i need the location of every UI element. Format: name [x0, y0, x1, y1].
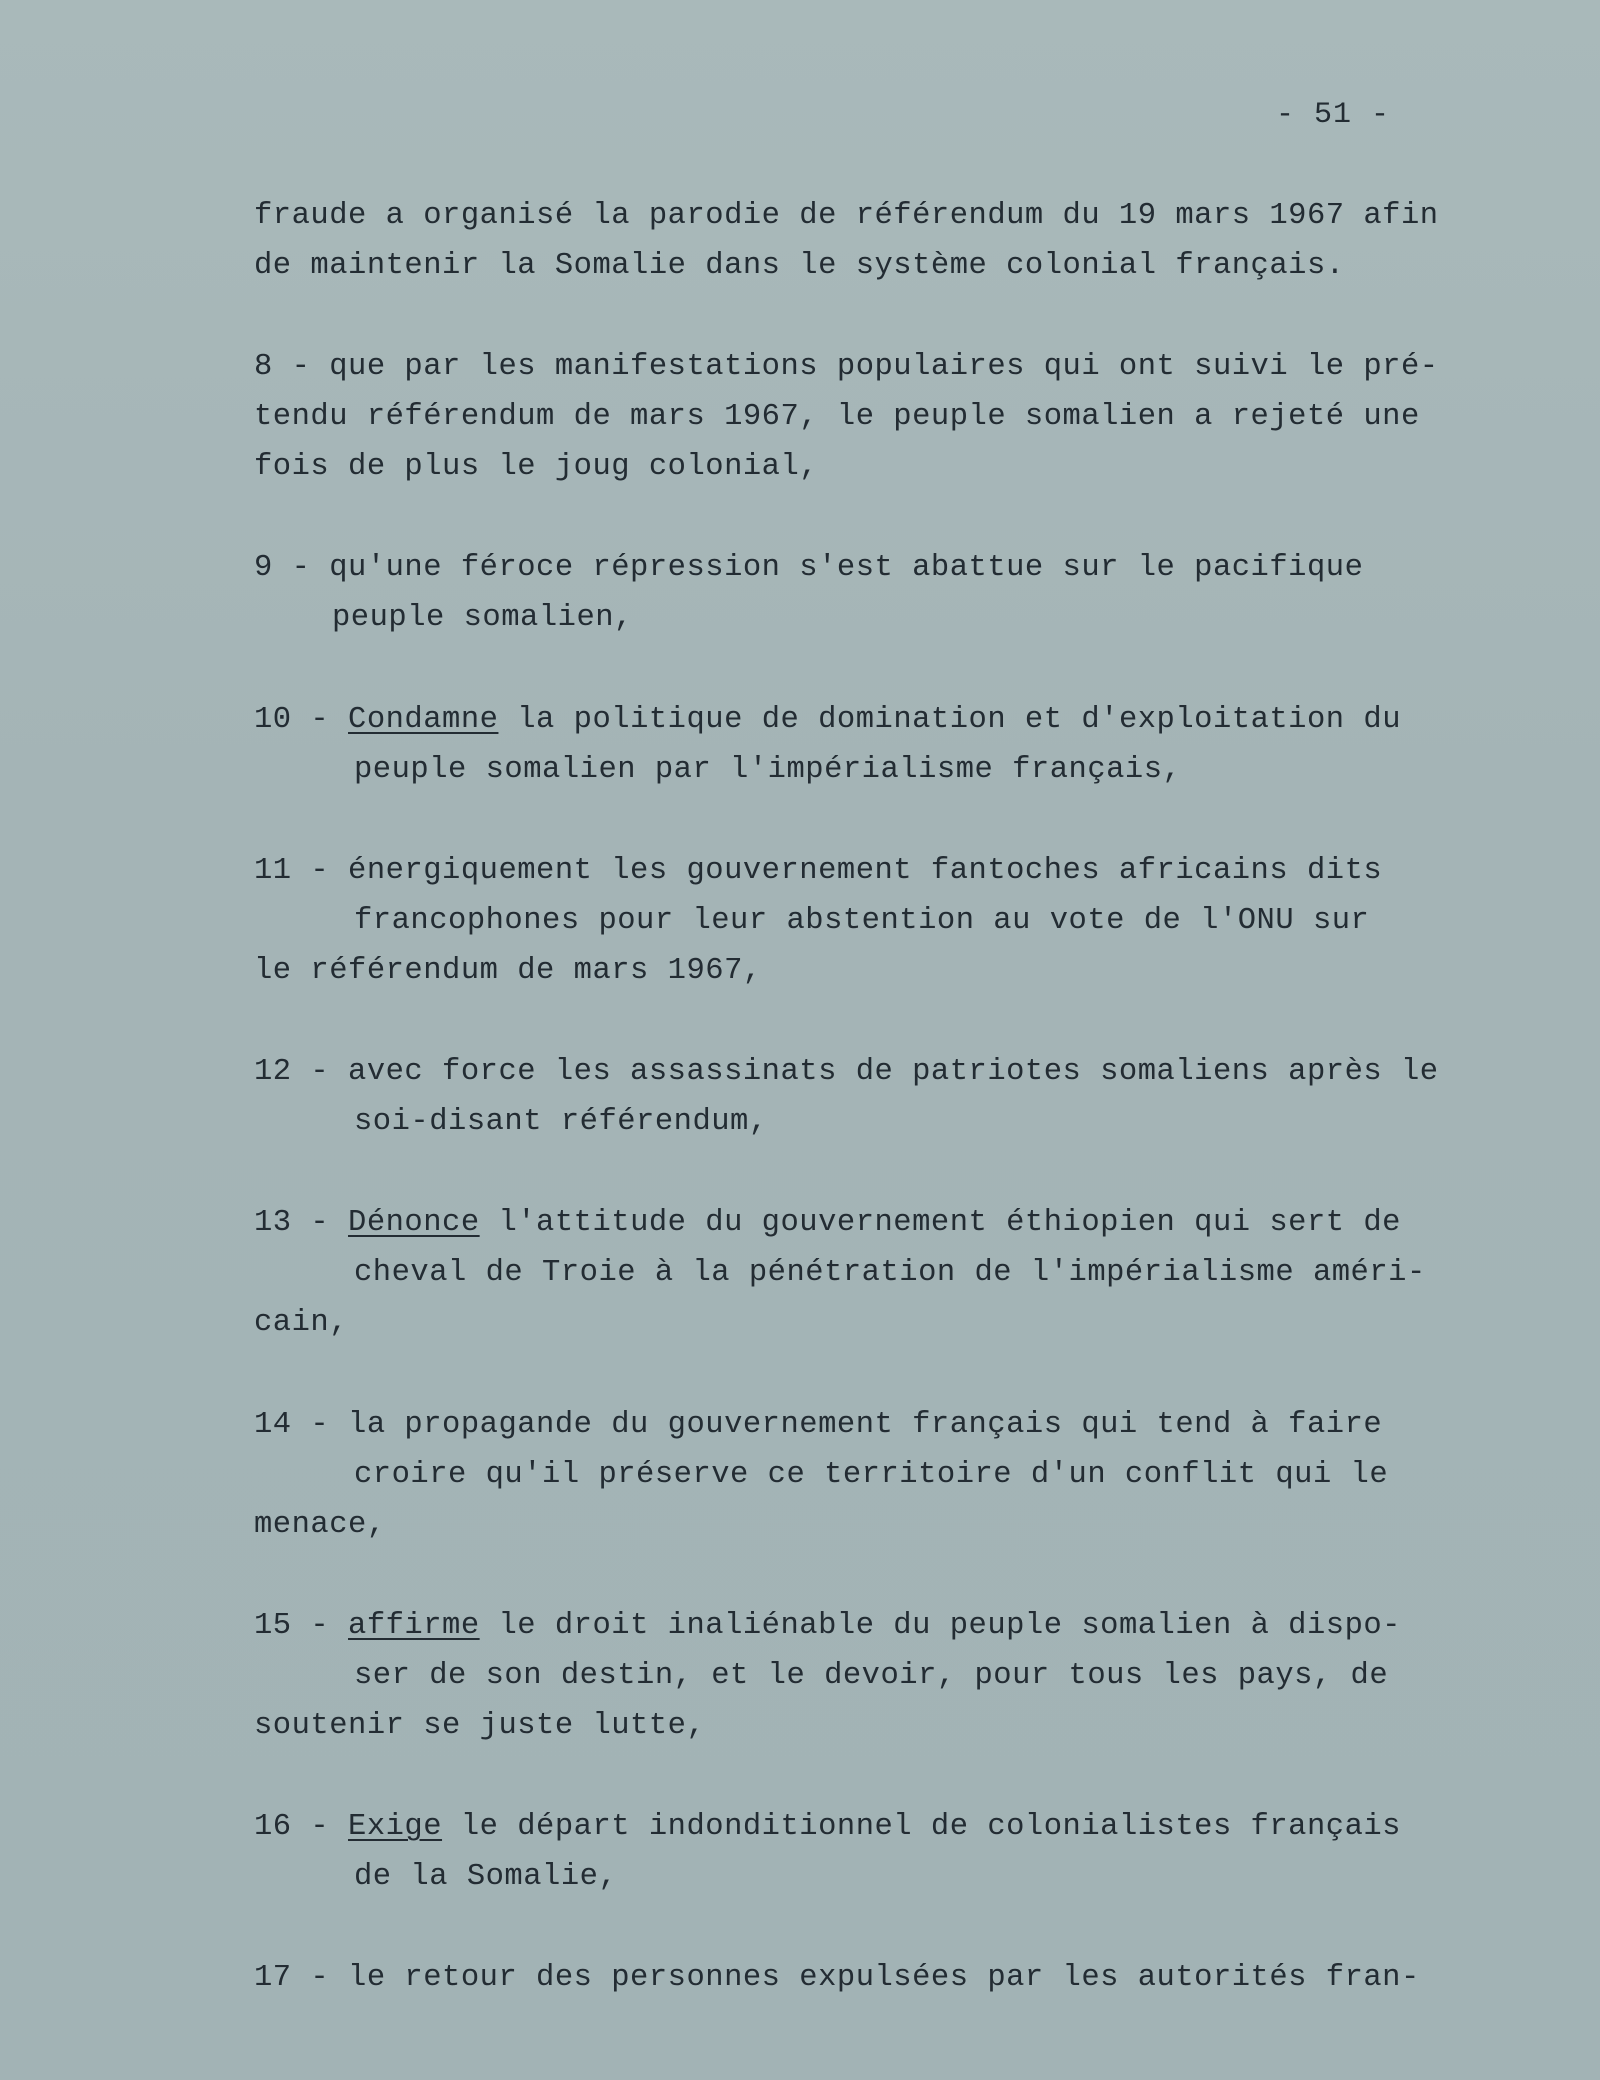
item-14-line-2: croire qu'il préserve ce territoire d'un conflit qui le	[354, 1458, 1389, 1492]
item-8-line-1: 8 - que par les manifestations populaires qui ont suivi le pré-	[254, 350, 1439, 384]
item-13-line-2: cheval de Troie à la pénétration de l'impérialisme améri-	[354, 1256, 1426, 1290]
item-15-line-2: ser de son destin, et le devoir, pour tous les pays, de	[354, 1659, 1389, 1693]
item-15-rest: le droit inaliénable du peuple somalien à dispo-	[479, 1609, 1401, 1643]
item-11-line-3: le référendum de mars 1967,	[254, 954, 762, 988]
item-12-line-2: soi-disant référendum,	[354, 1105, 768, 1139]
item-11-line-1: 11 - énergiquement les gouvernement fantoches africains dits	[254, 854, 1383, 888]
intro-line-1: fraude a organisé la parodie de référendum du 19 mars 1967 afin	[254, 199, 1439, 233]
item-8-line-2: tendu référendum de mars 1967, le peuple somalien a rejeté une	[254, 400, 1420, 434]
item-10-prefix: 10 -	[254, 703, 349, 737]
item-17-line-1: 17 - le retour des personnes expulsées par les autorités fran-	[254, 1961, 1420, 1995]
item-13-line-1	[254, 1203, 1401, 1243]
item-9-line-1: 9 - qu'une féroce répression s'est abattue sur le pacifique	[254, 551, 1364, 585]
item-15-keyword: affirme	[348, 1609, 480, 1643]
item-15-line-3: soutenir se juste lutte,	[254, 1709, 706, 1743]
item-13-prefix: 13 -	[254, 1206, 349, 1240]
intro-line-2: de maintenir la Somalie dans le système colonial français.	[254, 249, 1345, 283]
page-number: - 51 -	[1276, 98, 1391, 132]
item-11-line-2: francophones pour leur abstention au vote de l'ONU sur	[354, 904, 1370, 938]
item-8-line-3: fois de plus le joug colonial,	[254, 450, 819, 484]
item-16-line-1	[254, 1807, 1401, 1847]
item-9-line-2: peuple somalien,	[332, 601, 633, 635]
item-16-line-2: de la Somalie,	[354, 1860, 618, 1894]
item-15-prefix: 15 -	[254, 1609, 349, 1643]
item-12-line-1: 12 - avec force les assassinats de patriotes somaliens après le	[254, 1055, 1439, 1089]
item-13-keyword: Dénonce	[348, 1206, 480, 1240]
item-13-rest: l'attitude du gouvernement éthiopien qui sert de	[479, 1206, 1401, 1240]
item-10-rest: la politique de domination et d'exploitation du	[498, 703, 1401, 737]
item-13-line-3: cain,	[254, 1306, 349, 1340]
item-10-line-2: peuple somalien par l'impérialisme français,	[354, 753, 1182, 787]
item-14-line-3: menace,	[254, 1508, 386, 1542]
item-10-keyword: Condamne	[348, 703, 499, 737]
item-14-line-1: 14 - la propagande du gouvernement français qui tend à faire	[254, 1408, 1383, 1442]
item-10-line-1	[254, 700, 1401, 740]
item-16-keyword: Exige	[348, 1810, 443, 1844]
item-16-prefix: 16 -	[254, 1810, 349, 1844]
item-15-line-1	[254, 1606, 1401, 1646]
item-16-rest: le départ indonditionnel de colonialistes français	[442, 1810, 1401, 1844]
